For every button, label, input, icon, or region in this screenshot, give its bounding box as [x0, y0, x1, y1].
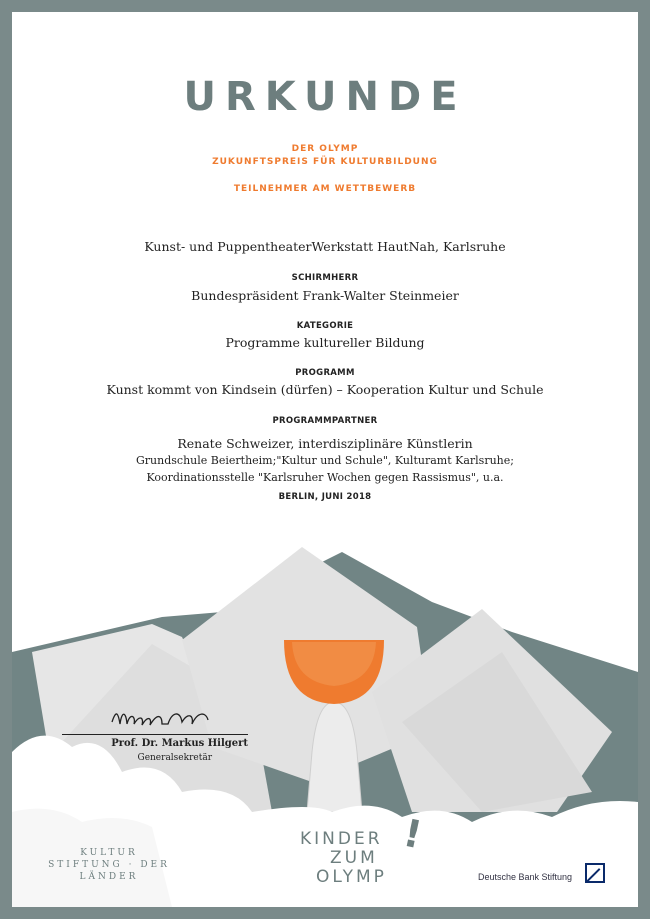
kinder-zum-olymp-logo-line-1: KINDER — [300, 829, 383, 849]
exclamation-mark-icon: ! — [399, 810, 426, 858]
deutsche-bank-stiftung-name: Deutsche Bank Stiftung — [478, 872, 573, 882]
award-line-2: ZUKUNFTSPREIS FÜR KULTURBILDUNG — [212, 157, 438, 167]
partner-line-1: Renate Schweizer, interdisziplinäre Künstlerin — [177, 436, 473, 451]
partners-label: PROGRAMMPARTNER — [272, 416, 378, 426]
kinder-zum-olymp-logo-line-3: OLYMP — [316, 867, 387, 887]
patron-label: SCHIRMHERR — [291, 273, 359, 283]
kulturstiftung-logo-line-1: KULTUR — [80, 848, 138, 858]
kulturstiftung-logo-line-2: STIFTUNG · DER — [48, 860, 170, 870]
recipient-name: Kunst- und PuppentheaterWerkstatt HautNah, Karlsruhe — [144, 239, 506, 254]
patron-name: Bundespräsident Frank-Walter Steinmeier — [191, 288, 459, 303]
signatory-name: Prof. Dr. Markus Hilgert — [111, 738, 248, 749]
program-label: PROGRAMM — [295, 368, 355, 378]
participant-label: TEILNEHMER AM WETTBEWERB — [233, 184, 417, 194]
category-value: Programme kultureller Bildung — [225, 335, 425, 350]
category-label: KATEGORIE — [296, 321, 354, 331]
program-value: Kunst kommt von Kindsein (dürfen) – Kooperation Kultur und Schule — [106, 382, 544, 397]
signature-line — [62, 734, 248, 735]
kulturstiftung-logo-line-3: LÄNDER — [79, 872, 139, 882]
certificate-title: URKUNDE — [183, 74, 467, 120]
partner-line-2: Grundschule Beiertheim;"Kultur und Schule", Kulturamt Karlsruhe; — [136, 454, 514, 467]
place-date: BERLIN, JUNI 2018 — [278, 492, 372, 502]
partner-line-3: Koordinationsstelle "Karlsruher Wochen gegen Rassismus", u.a. — [146, 471, 504, 484]
signatory-role: Generalsekretär — [137, 753, 212, 763]
kinder-zum-olymp-logo-line-2: ZUM — [330, 848, 378, 868]
certificate-page — [12, 12, 638, 907]
deutsche-bank-logo-icon — [585, 863, 605, 883]
award-line-1: DER OLYMP — [291, 144, 359, 154]
